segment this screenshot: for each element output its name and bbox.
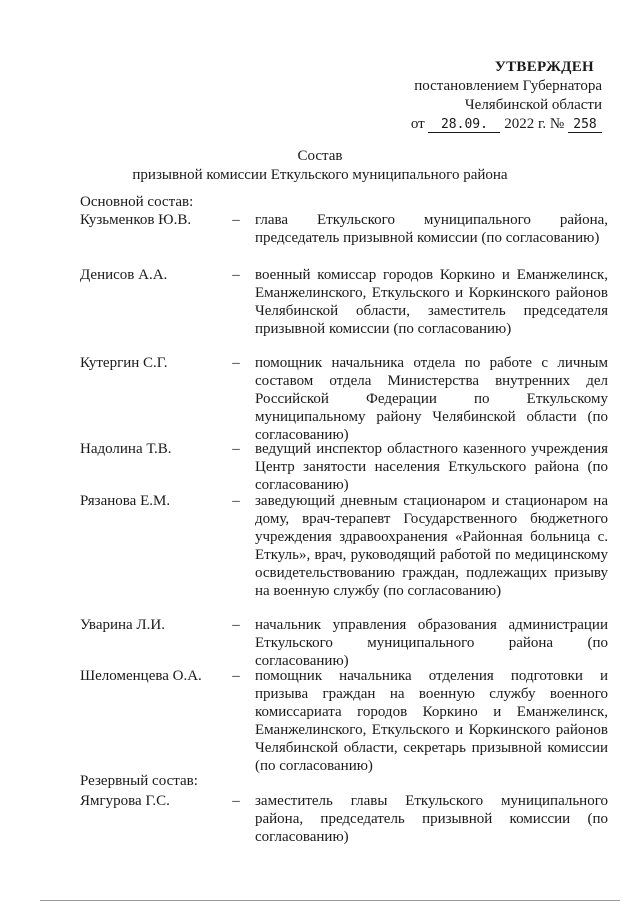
section-reserve: Резервный состав: [80, 773, 198, 789]
member-description: помощник начальника отделения подготовки и призыва граждан на военную службу военного комиссариата городов Коркино и Еманжелинск, Еманжелинского, Еткульского и Коркинского районов Челябинской области, секретарь призывной комиссии (по согласованию) [255, 668, 608, 774]
member-dash: – [232, 668, 240, 684]
member-dash: – [232, 617, 240, 633]
member-name: Рязанова Е.М. [80, 493, 171, 509]
member-dash: – [232, 493, 240, 509]
approval-number: 258 [568, 117, 602, 133]
member-name: Ямгурова Г.С. [80, 793, 170, 809]
section-main: Основной состав: [80, 194, 194, 210]
member-name: Кутергин С.Г. [80, 355, 168, 371]
member-description: помощник начальника отдела по работе с личным составом отдела Министерства внутренних дел Российской Федерации по Еткульскому муниципальному району Челябинской области (по согласованию) [255, 355, 608, 443]
member-name: Денисов А.А. [80, 267, 168, 283]
title-line-2: призывной комиссии Еткульского муниципального района [132, 167, 508, 183]
member-dash: – [232, 793, 240, 809]
member-name: Уварина Л.И. [80, 617, 165, 633]
member-description: начальник управления образования администрации Еткульского муниципального района (по согласованию) [255, 617, 608, 669]
approval-line-1: постановлением Губернатора [414, 78, 602, 94]
member-description: военный комиссар городов Коркино и Еманжелинск, Еманжелинского, Еткульского и Коркинского районов Челябинской области, заместитель председателя призывной комиссии (по согласованию) [255, 267, 608, 337]
member-name: Кузьменков Ю.В. [80, 212, 192, 228]
member-dash: – [232, 355, 240, 371]
member-name: Надолина Т.В. [80, 441, 172, 457]
member-name: Шеломенцева О.А. [80, 668, 202, 684]
approval-year: 2022 г. № [504, 116, 565, 132]
member-description: глава Еткульского муниципального района, председатель призывной комиссии (по согласованию) [255, 212, 608, 246]
member-dash: – [232, 267, 240, 283]
document-title [0, 147, 640, 185]
approval-block [362, 58, 602, 134]
member-dash: – [232, 212, 240, 228]
title-line-1: Состав [297, 148, 343, 164]
member-description: ведущий инспектор областного казенного учреждения Центр занятости населения Еткульского района (по согласованию) [255, 441, 608, 493]
approval-heading: УТВЕРЖДЕН [494, 59, 594, 75]
member-description: заведующий дневным стационаром и стационаром на дому, врач-терапевт Государственного бюджетного учреждения здравоохранения «Районная больница с. Еткуль», врач, руководящий работой по медицинскому освидетельствованию граждан, подлежащих призыву на военную службу (по согласованию) [255, 493, 608, 599]
member-description: заместитель главы Еткульского муниципального района, председатель призывной комиссии (по согласованию) [255, 793, 608, 845]
member-dash: – [232, 441, 240, 457]
approval-date: 28.09. [428, 117, 500, 133]
approval-date-prefix: от [410, 116, 425, 132]
approval-date-line [362, 115, 602, 134]
page-bottom-line [40, 900, 620, 901]
approval-line-2: Челябинской области [464, 97, 602, 113]
